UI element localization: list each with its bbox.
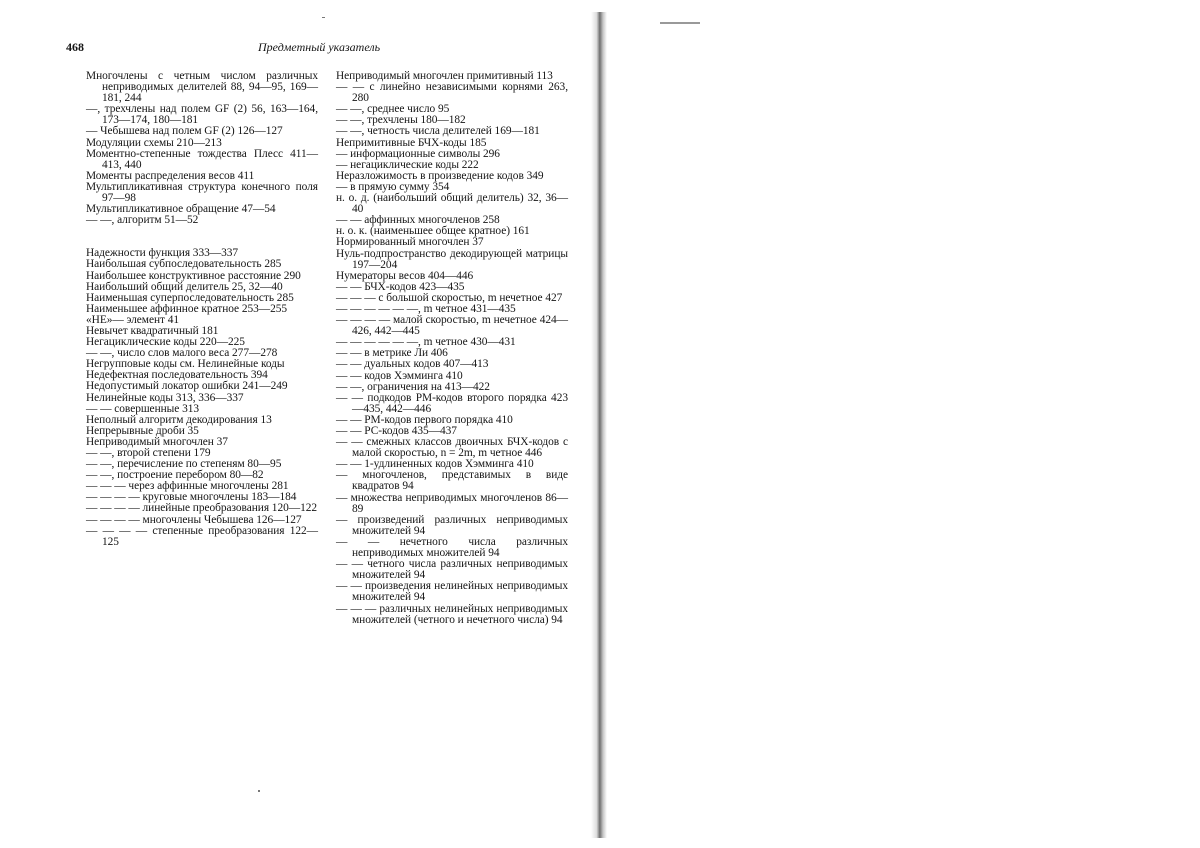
index-entry: — —, построение перебором 80—82 — [86, 469, 264, 482]
index-entry: — — — различных нелинейных неприводимых множителей (четного и нечетного числа) 94 — [336, 602, 568, 626]
index-entry: н. о. к. (наименьшее общее кратное) 161 — [336, 225, 530, 238]
index-entry: — — БЧХ-кодов 423—435 — [336, 280, 465, 293]
index-entry: — — произведения нелинейных неприводимых множителей 94 — [336, 580, 568, 604]
index-entry: — — нечетного числа различных неприводимых множителей 94 — [336, 535, 568, 560]
right-page — [598, 0, 1200, 848]
index-entry: — — — через аффинные многочлены 281 — [86, 480, 289, 493]
index-entry: — — РС-кодов 435—437 — [336, 425, 457, 437]
index-entry: Моменты распределения весов 411 — [86, 169, 255, 182]
index-entry: —, трехчлены над полем GF (2) 56, 163—164, 173—174, 180—181 — [86, 103, 318, 127]
index-entry: — негациклические коды 222 — [336, 158, 479, 171]
index-entry: Непримитивные БЧХ-коды 185 — [336, 136, 487, 149]
running-head-left: Предметный указатель — [258, 40, 381, 54]
index-entry: — —, четность числа делителей 169—181 — [336, 125, 540, 138]
index-entry: — — подкодов РМ-кодов второго порядка 423—435, 442—446 — [336, 391, 568, 415]
index-entry: — —, алгоритм 51—52 — [86, 214, 199, 227]
index-entry: — — РМ-кодов первого порядка 410 — [336, 413, 513, 426]
index-entry: — Чебышева над полем GF (2) 126—127 — [86, 125, 283, 138]
index-entry: «НЕ»— элемент 41 — [86, 313, 180, 326]
index-entry: Наибольший общий делитель 25, 32—40 — [86, 280, 283, 293]
index-entry: Неразложимость в произведение кодов 349 — [336, 169, 544, 182]
index-entry: — —, среднее число 95 — [336, 103, 450, 116]
index-entry: — — совершенные 313 — [86, 402, 200, 415]
index-entry: Нормированный многочлен 37 — [336, 236, 484, 249]
index-entry: — —, число слов малого веса 277—278 — [86, 347, 278, 360]
index-entry: Модуляции схемы 210—213 — [86, 136, 222, 149]
index-entry: — — в метрике Ли 406 — [336, 347, 448, 360]
index-entry: Надежности функция 333—337 — [86, 247, 239, 260]
index-entry: Невычет квадратичный 181 — [86, 324, 219, 337]
index-entry: Негациклические коды 220—225 — [86, 336, 245, 349]
index-entry: — информационные символы 296 — [336, 147, 500, 160]
index-entry: Наибольшее конструктивное расстояние 290 — [86, 269, 301, 282]
index-entry: — — 1-удлиненных кодов Хэмминга 410 — [336, 458, 534, 471]
scan-speck — [258, 790, 260, 792]
index-entry: Нелинейные коды 313, 336—337 — [86, 391, 244, 404]
index-column-left-2 — [336, 71, 568, 626]
index-entry: Наименьшая суперпоследовательность 285 — [86, 291, 294, 304]
index-entry: — — смежных классов двоичных БЧХ-кодов с малой скоростью, n = 2m, m четное 446 — [336, 436, 568, 460]
index-entry: — —, ограничения на 413—422 — [336, 380, 490, 393]
index-entry: — множества неприводимых многочленов 86—89 — [336, 491, 568, 515]
index-entry: Недефектная последовательность 394 — [86, 369, 268, 382]
index-entry: — — — с большой скоростью, m нечетное 427 — [336, 291, 563, 304]
scan-speck — [660, 22, 700, 24]
index-entry: Неполный алгоритм декодирования 13 — [86, 413, 272, 426]
index-entry: Многочлены с четным числом различных неприводимых делителей 88, 94—95, 169—181, 244 — [86, 70, 318, 105]
index-entry: — — — — степенные преобразования 122—125 — [86, 524, 318, 548]
index-entry: Непрерывные дроби 35 — [86, 424, 199, 437]
index-entry: — — — — многочлены Чебышева 126—127 — [86, 513, 302, 526]
index-entry: — — дуальных кодов 407—413 — [336, 358, 489, 371]
index-entry: — — — — линейные преобразования 120—122 — [86, 502, 318, 515]
index-entry: н. о. д. (наибольший общий делитель) 32, 36—40 — [336, 192, 568, 216]
index-entry: — — аффинных многочленов 258 — [336, 214, 500, 227]
index-entry: — произведений различных неприводимых множителей 94 — [336, 513, 568, 537]
index-entry: — — четного числа различных неприводимых множителей 94 — [336, 558, 568, 582]
index-entry: — — — — малой скоростью, m нечетное 424—426, 442—445 — [336, 314, 568, 338]
index-entry: Наибольшая субпоследовательность 285 — [86, 258, 282, 271]
index-entry: Наименьшее аффинное кратное 253—255 — [86, 302, 288, 315]
index-entry: Негрупповые коды см. Нелинейные коды — [86, 358, 285, 371]
index-entry: — — — — — —, m четное 430—431 — [336, 336, 516, 349]
index-entry: Неприводимый многочлен 37 — [86, 435, 228, 448]
index-entry: Недопустимый локатор ошибки 241—249 — [86, 380, 288, 393]
scan-speck — [322, 17, 325, 18]
index-entry: — —, второй степени 179 — [86, 447, 211, 459]
index-entry: Мультипликативное обращение 47—54 — [86, 203, 276, 216]
index-entry: — — кодов Хэмминга 410 — [336, 369, 463, 382]
index-column-left-1 — [86, 71, 318, 548]
index-entry: — — — — круговые многочлены 183—184 — [86, 491, 297, 504]
index-entry: Неприводимый многочлен примитивный 113 — [336, 70, 553, 82]
index-entry: — многочленов, представимых в виде квадратов 94 — [336, 469, 568, 493]
index-entry: Мультипликативная структура конечного поля 97—98 — [86, 180, 318, 205]
index-entry: — — — — — —, m четное 431—435 — [336, 302, 516, 315]
left-page — [0, 0, 596, 848]
index-entry: — —, трехчлены 180—182 — [336, 114, 466, 127]
index-entry: — —, перечисление по степеням 80—95 — [86, 458, 282, 471]
index-entry: Нумераторы весов 404—446 — [336, 269, 474, 282]
index-entry: Моментно-степенные тождества Плесс 411—413, 440 — [86, 147, 318, 171]
index-entry: Нуль-подпространство декодирующей матрицы 197—204 — [336, 247, 568, 271]
index-entry: — в прямую сумму 354 — [336, 180, 450, 193]
index-entry: — — с линейно независимыми корнями 263, 280 — [336, 81, 568, 105]
page-number-left: 468 — [66, 40, 84, 54]
